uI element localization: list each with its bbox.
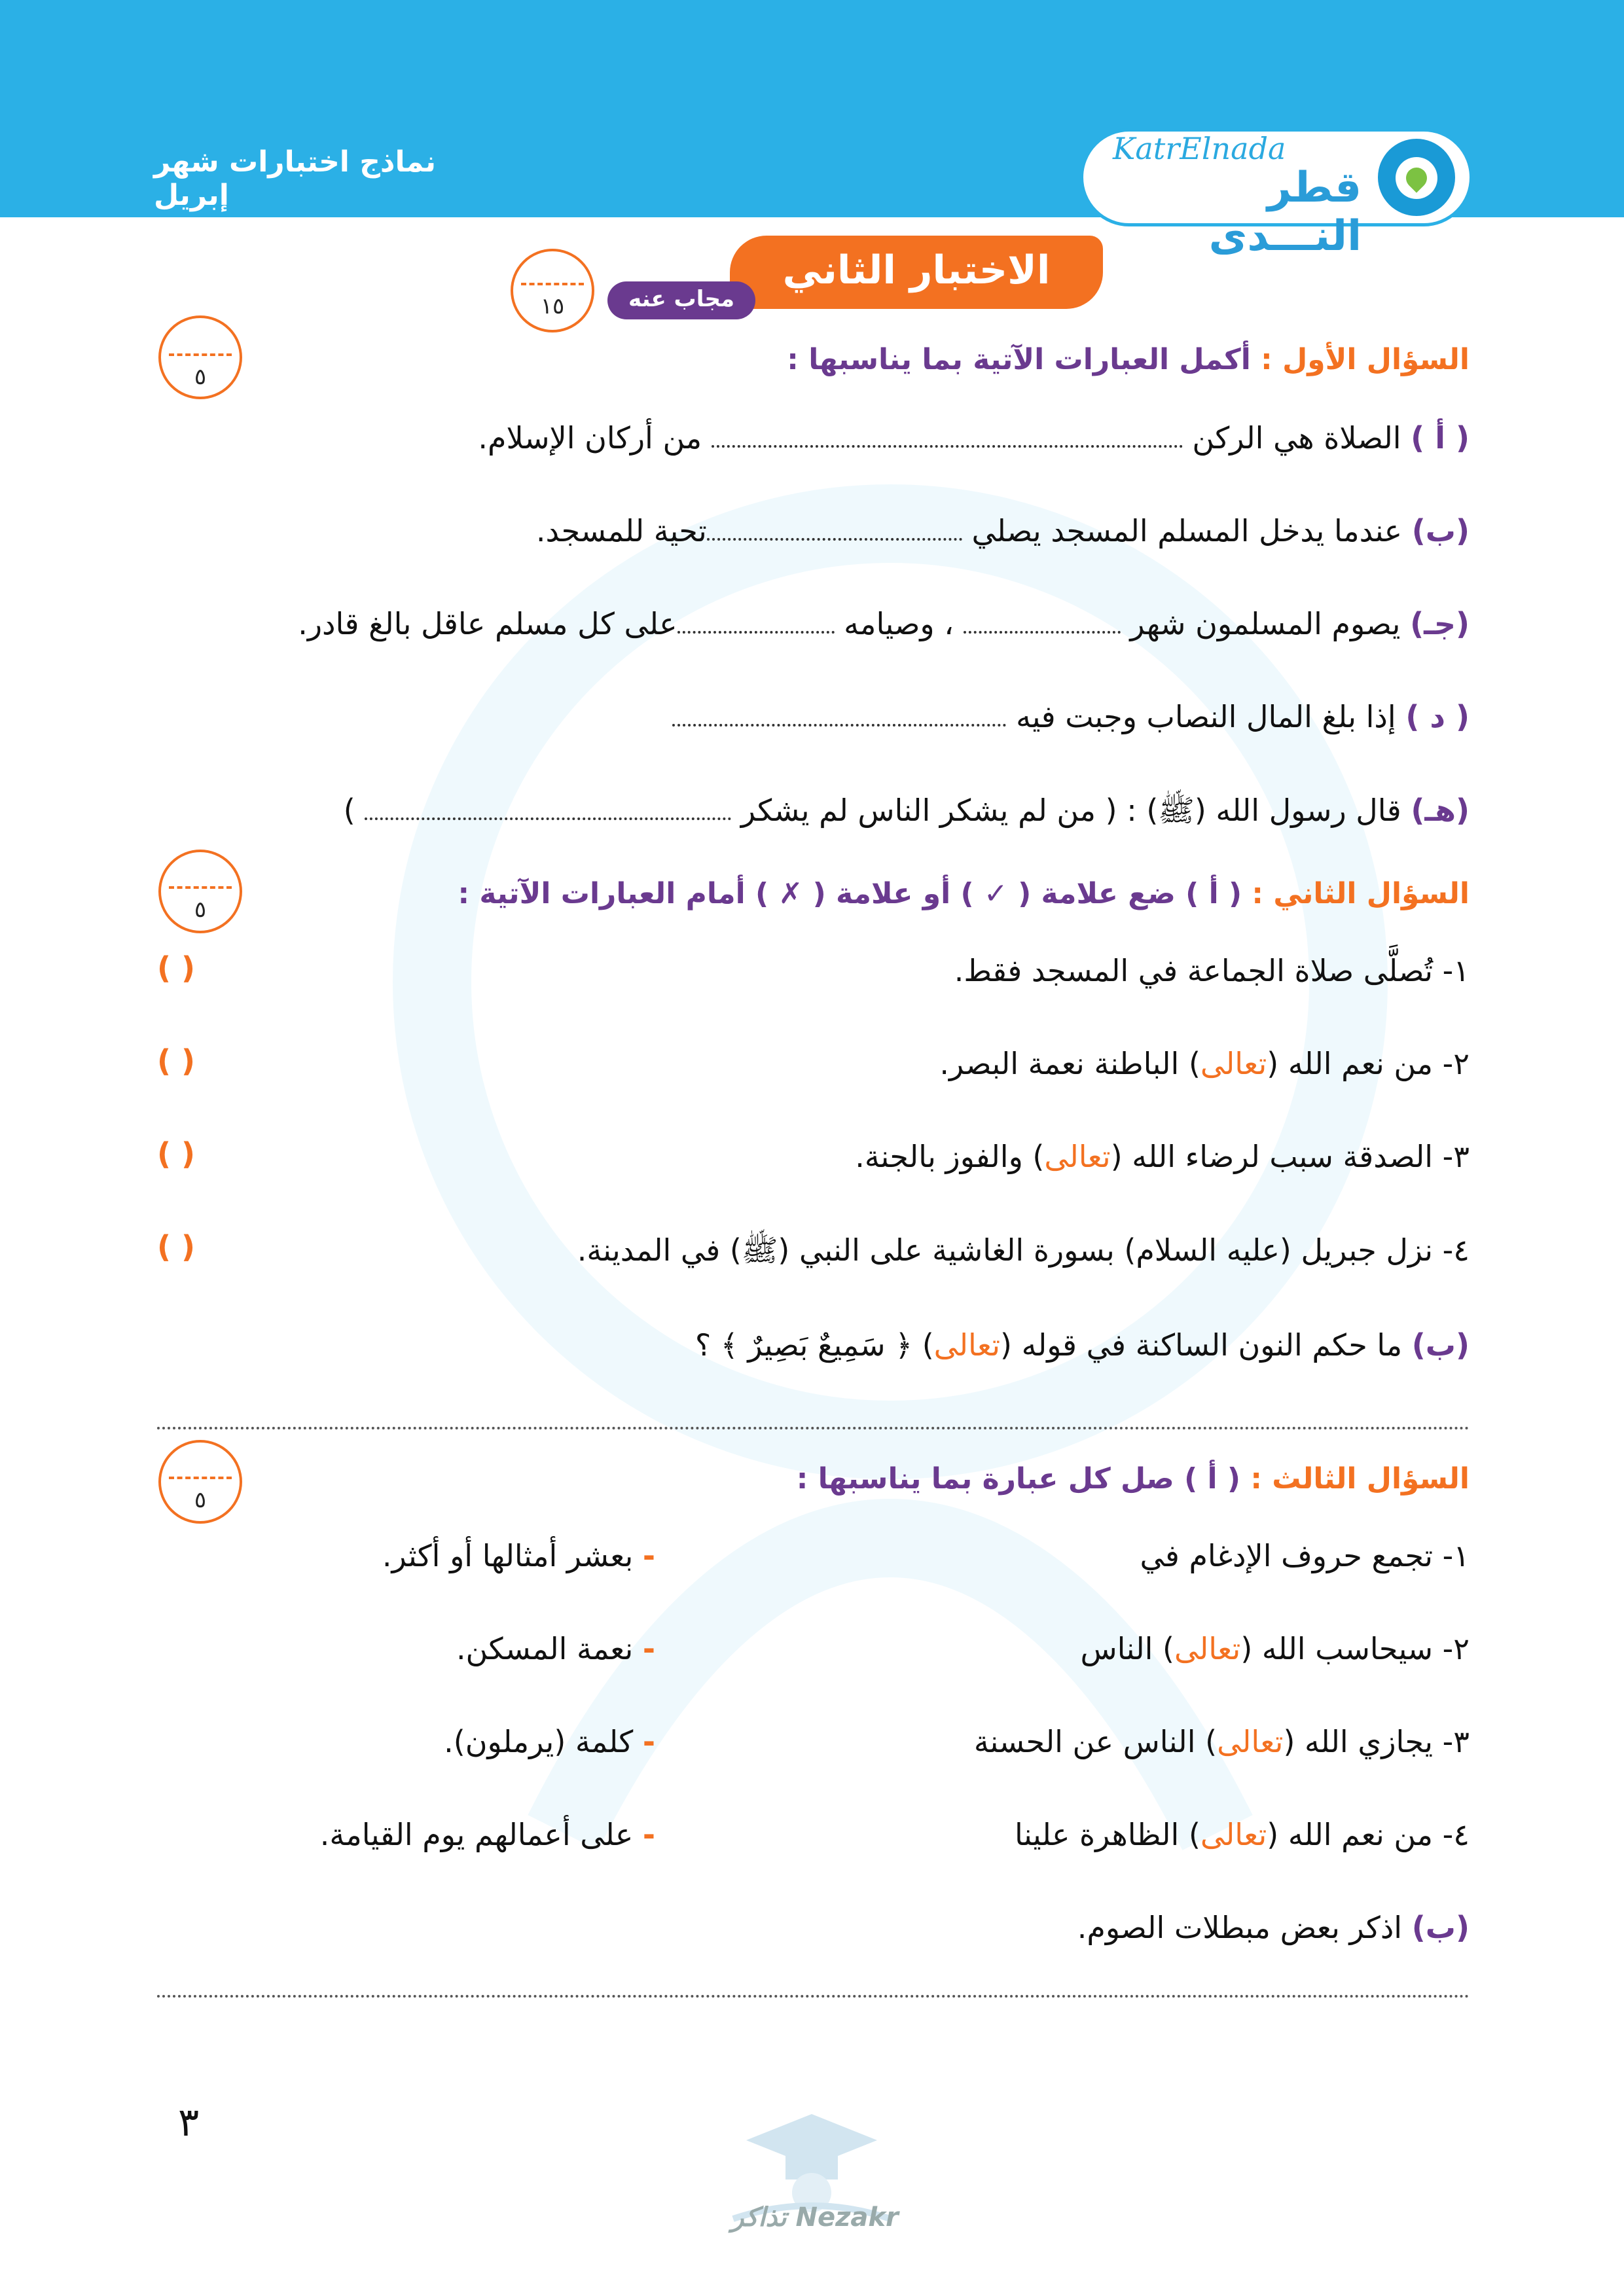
q2-part-b: (ب) ما حكم النون الساكنة في قوله (تعالى) ﴿ سَمِيعٌ بَصِيرٌ ﴾ ؟ bbox=[695, 1327, 1470, 1363]
section-divider bbox=[157, 1995, 1470, 1998]
q3-score: ٥ bbox=[194, 1487, 207, 1513]
q2-item-3: ٣- الصدقة سبب لرضاء الله (تعالى) والفوز بالجنة. bbox=[855, 1139, 1470, 1174]
header-title: نماذج اختبارات شهر إبريل bbox=[154, 145, 437, 212]
answer-parens[interactable]: ( ) bbox=[157, 950, 196, 986]
blank-line[interactable] bbox=[964, 619, 1121, 634]
q1-item-b: (ب) عندما يدخل المسلم المسجد يصلي تحية للمسجد. bbox=[535, 513, 1470, 548]
blank-line[interactable] bbox=[712, 433, 1183, 448]
blank-line[interactable] bbox=[707, 526, 962, 541]
blank-line[interactable] bbox=[677, 619, 835, 634]
q3-right-2: ٢- سيحاسب الله (تعالى) الناس bbox=[1080, 1631, 1470, 1666]
q1-score: ٥ bbox=[194, 364, 207, 390]
answer-parens[interactable]: ( ) bbox=[157, 1229, 196, 1265]
q1-item-d: ( د ) إذا بلغ المال النصاب وجبت فيه bbox=[672, 699, 1470, 734]
q2-heading: السؤال الثاني : ( أ ) ضع علامة ( ✓ ) أو علامة ( ✗ ) أمام العبارات الآتية : bbox=[458, 877, 1470, 910]
logo-arabic-text: قطر النـــدى bbox=[1208, 164, 1362, 260]
blank-line[interactable] bbox=[365, 806, 731, 820]
section-divider bbox=[157, 1427, 1470, 1429]
q3-left-2: - نعمة المسكن. bbox=[456, 1631, 655, 1666]
q2-item-4: ٤- نزل جبريل (عليه السلام) بسورة الغاشية على النبي (ﷺ) في المدينة. bbox=[577, 1232, 1470, 1268]
blank-line[interactable] bbox=[672, 712, 1006, 726]
q2-item-2: ٢- من نعم الله (تعالى) الباطنة نعمة البصر. bbox=[939, 1046, 1470, 1081]
q3-left-4: - على أعمالهم يوم القيامة. bbox=[319, 1817, 655, 1852]
q3-left-3: - كلمة (يرملون). bbox=[444, 1724, 655, 1759]
total-score: ١٥ bbox=[540, 293, 565, 319]
logo-latin-text: KatrElnada bbox=[1113, 131, 1286, 166]
q1-item-e: (هـ) قال رسول الله (ﷺ) : ( من لم يشكر الناس لم يشكر ) bbox=[343, 793, 1470, 828]
exam-title: الاختبار الثاني bbox=[782, 247, 1051, 293]
q1-item-c: (جـ) يصوم المسلمون شهر ، وصيامه على كل مسلم عاقل بالغ قادر. bbox=[298, 606, 1470, 641]
total-score-circle bbox=[511, 249, 594, 332]
q1-item-a: ( أ ) الصلاة هي الركن من أركان الإسلام. bbox=[478, 420, 1470, 456]
q3-right-1: ١- تجمع حروف الإدغام في bbox=[1140, 1538, 1470, 1573]
q3-heading: السؤال الثالث : ( أ ) صل كل عبارة بما يناسبها : bbox=[796, 1462, 1470, 1496]
q2-item-1: ١- تُصلَّى صلاة الجماعة في المسجد فقط. bbox=[954, 953, 1470, 988]
q2-score: ٥ bbox=[194, 897, 207, 923]
footer-watermark: Nezakr تذاكر bbox=[731, 2202, 899, 2233]
solved-badge-label: مجاب عنه bbox=[628, 286, 735, 312]
page-number: ٣ bbox=[178, 2100, 200, 2145]
q3-right-4: ٤- من نعم الله (تعالى) الظاهرة علينا bbox=[1014, 1817, 1470, 1852]
q3-left-1: - بعشر أمثالها أو أكثر. bbox=[382, 1538, 655, 1573]
answer-parens[interactable]: ( ) bbox=[157, 1136, 196, 1172]
q3-part-b: (ب) اذكر بعض مبطلات الصوم. bbox=[1077, 1910, 1470, 1945]
answer-parens[interactable]: ( ) bbox=[157, 1043, 196, 1079]
q3-right-3: ٣- يجازي الله (تعالى) الناس عن الحسنة bbox=[973, 1724, 1470, 1759]
q1-heading: السؤال الأول : أكمل العبارات الآتية بما يناسبها : bbox=[787, 343, 1470, 376]
